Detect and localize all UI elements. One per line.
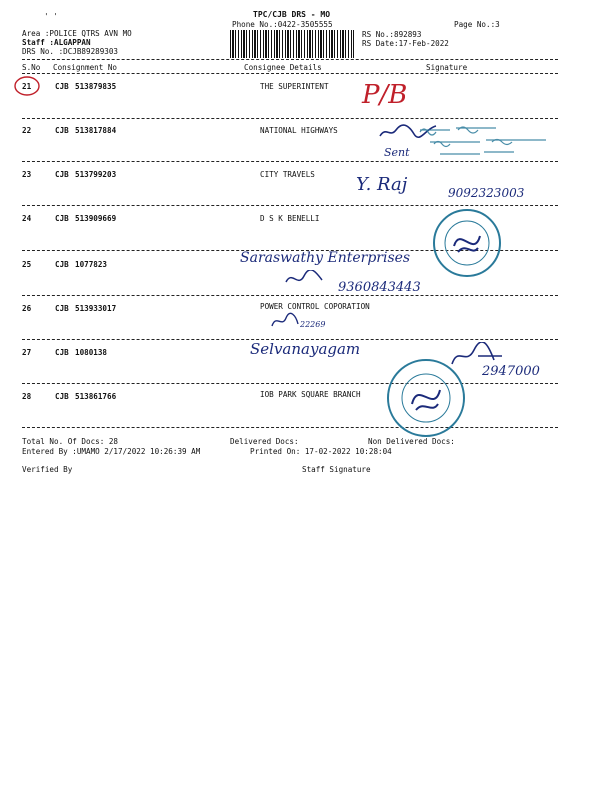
row-sno: 26 xyxy=(22,304,32,313)
area-label: Area :POLICE QTRS AVN MO xyxy=(22,29,132,38)
row-consignee: IOB PARK SQUARE BRANCH xyxy=(260,390,361,399)
non-delivered-docs: Non Delivered Docs: xyxy=(368,437,455,446)
row-cjb: CJB xyxy=(55,214,69,223)
handwriting-r27-name: Selvanayagam xyxy=(250,340,361,358)
signature-scribble-r26 xyxy=(270,312,300,330)
handwriting-r22: Sent xyxy=(384,146,410,159)
row-cjb: CJB xyxy=(55,304,69,313)
handwriting-r23-signature: Y. Raj xyxy=(356,174,408,195)
rs-number: RS No.:892893 xyxy=(362,30,422,39)
row-sno: 28 xyxy=(22,392,32,401)
row-cjb: CJB xyxy=(55,126,69,135)
handwriting-r26-note: 22269 xyxy=(300,320,326,329)
tamil-stamp-r22 xyxy=(400,122,560,170)
document-title: TPC/CJB DRS - MO xyxy=(253,10,331,19)
phone-number: Phone No.:0422-3505555 xyxy=(232,20,333,29)
handwriting-r23-phone: 9092323003 xyxy=(448,186,525,200)
entered-by: Entered By :UMAMO 2/17/2022 10:26:39 AM xyxy=(22,447,201,456)
row-consignment: 1077823 xyxy=(75,260,108,269)
page-number: Page No.:3 xyxy=(454,20,500,29)
row-cjb: CJB xyxy=(55,348,69,357)
handwriting-r21: P/B xyxy=(362,80,408,110)
column-header-signature: Signature xyxy=(426,63,468,72)
row-consignee: THE SUPERINTENT xyxy=(260,82,329,91)
handwriting-r27-phone: 2947000 xyxy=(482,364,540,379)
row-consignment: 513861766 xyxy=(75,392,117,401)
row-sno: 23 xyxy=(22,170,32,179)
row-cjb: CJB xyxy=(55,392,69,401)
column-header-consignment: Consignment No xyxy=(53,63,118,72)
staff-signature: Staff Signature xyxy=(302,465,371,474)
barcode xyxy=(230,30,354,58)
handwriting-r25-phone: 9360843443 xyxy=(338,280,421,295)
seal-stamp-r28 xyxy=(384,356,468,440)
column-header-sno: S.No xyxy=(22,63,41,72)
row-consignment: 513817884 xyxy=(75,126,117,135)
row-sno: 24 xyxy=(22,214,32,223)
row-consignment: 513933017 xyxy=(75,304,117,313)
row-consignment: 513799203 xyxy=(75,170,117,179)
row-cjb: CJB xyxy=(55,170,69,179)
row-consignment: 1080138 xyxy=(75,348,108,357)
handwriting-r25-name: Saraswathy Enterprises xyxy=(240,250,411,266)
rs-date: RS Date:17-Feb-2022 xyxy=(362,39,449,48)
row-sno: 25 xyxy=(22,260,32,269)
column-header-consignee: Consignee Details xyxy=(244,63,322,72)
sno-circle-mark xyxy=(12,74,42,98)
row-consignment: 513879835 xyxy=(75,82,117,91)
signature-scribble-r25 xyxy=(284,270,324,288)
row-consignee: POWER CONTROL COPORATION xyxy=(260,302,370,311)
row-sno: 21 xyxy=(22,82,32,91)
row-divider xyxy=(22,118,558,119)
row-sno: 27 xyxy=(22,348,32,357)
seal-stamp-r24 xyxy=(430,206,504,280)
row-consignee: D S K BENELLI xyxy=(260,214,320,223)
row-consignment: 513909669 xyxy=(75,214,117,223)
staff-label: Staff :ALGAPPAN xyxy=(22,38,91,47)
row-cjb: CJB xyxy=(55,260,69,269)
delivered-docs: Delivered Docs: xyxy=(230,437,299,446)
printed-on: Printed On: 17-02-2022 10:28:04 xyxy=(250,447,392,456)
row-consignee: NATIONAL HIGHWAYS xyxy=(260,126,338,135)
divider xyxy=(22,73,558,74)
verified-by: Verified By xyxy=(22,465,73,474)
divider xyxy=(22,59,558,60)
drs-number: DRS No. :DCJB89289303 xyxy=(22,47,119,56)
row-sno: 22 xyxy=(22,126,32,135)
row-cjb: CJB xyxy=(55,82,69,91)
total-docs: Total No. Of Docs: 28 xyxy=(22,437,119,446)
row-consignee: CITY TRAVELS xyxy=(260,170,315,179)
corner-marks: ' ' xyxy=(44,12,58,21)
row-divider xyxy=(22,427,558,428)
row-divider xyxy=(22,383,558,384)
row-divider xyxy=(22,295,558,296)
